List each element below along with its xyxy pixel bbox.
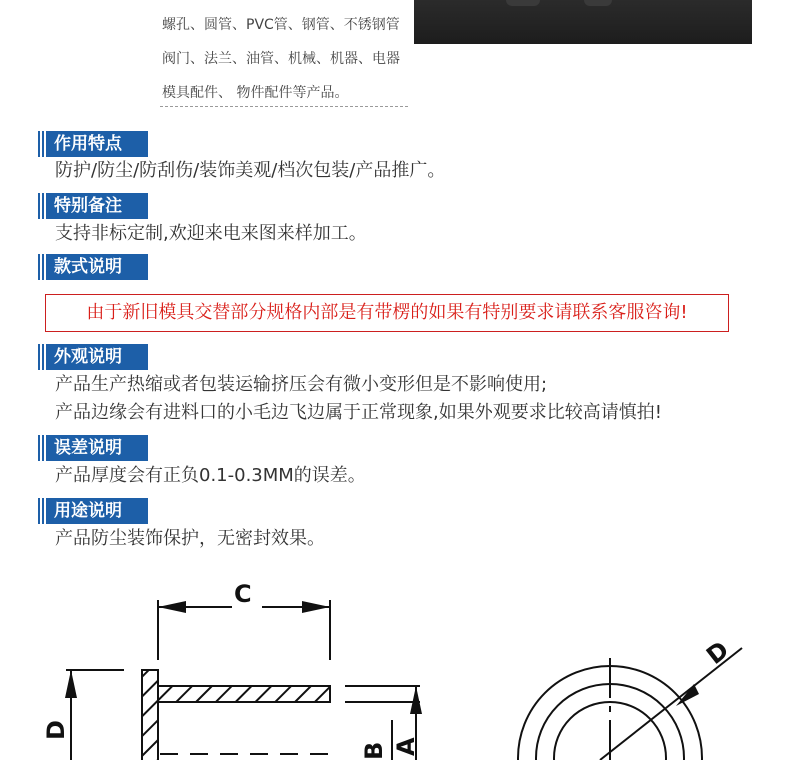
section-header-style [38,254,148,280]
label-b: B [360,741,388,760]
special-text: 支持非标定制,欢迎来电来图来样加工。 [55,223,367,244]
section-header-appearance [38,344,148,370]
intro-line-3: 模具配件、 物件配件等产品。 [162,85,349,101]
label-a: A [392,737,420,756]
intro-line-1: 螺孔、圆管、PVC管、钢管、不锈钢管 [162,17,400,33]
intro-description [162,8,412,110]
appearance-text-1: 产品生产热缩或者包装运输挤压会有微小变形但是不影响使用; [55,374,548,395]
section-title-appearance: 外观说明 [54,347,122,367]
top-view-circle [518,636,742,760]
dimension-d-left [42,670,124,760]
tolerance-text: 产品厚度会有正负0.1-0.3MM的误差。 [55,465,366,486]
label-c: C [234,580,252,608]
dimension-b-a [360,686,422,760]
section-header-function [38,131,148,157]
function-text: 防护/防尘/防刮伤/装饰美观/档次包装/产品推广。 [55,160,446,181]
section-header-tolerance [38,435,148,461]
section-header-usage [38,498,148,524]
section-title-special: 特别备注 [54,196,122,216]
section-title-tolerance: 误差说明 [54,438,122,458]
section-title-function: 作用特点 [54,134,122,154]
usage-text: 产品防尘装饰保护，无密封效果。 [55,528,325,549]
intro-line-2: 阀门、法兰、油管、机械、机器、电器 [162,51,400,67]
section-title-style: 款式说明 [54,257,122,277]
dimension-c [158,580,330,660]
label-d-left: D [42,720,70,740]
label-d: D [701,635,735,670]
section-title-usage: 用途说明 [54,501,122,521]
dimension-drawing [0,560,790,760]
dashed-divider [160,106,408,107]
section-header-special [38,193,148,219]
appearance-text-2: 产品边缘会有进料口的小毛边飞边属于正常现象,如果外观要求比较高请慎拍! [55,402,662,423]
mold-notice: 由于新旧模具交替部分规格内部是有带楞的如果有特别要求请联系客服咨询! [45,294,729,332]
product-photo [414,0,752,44]
